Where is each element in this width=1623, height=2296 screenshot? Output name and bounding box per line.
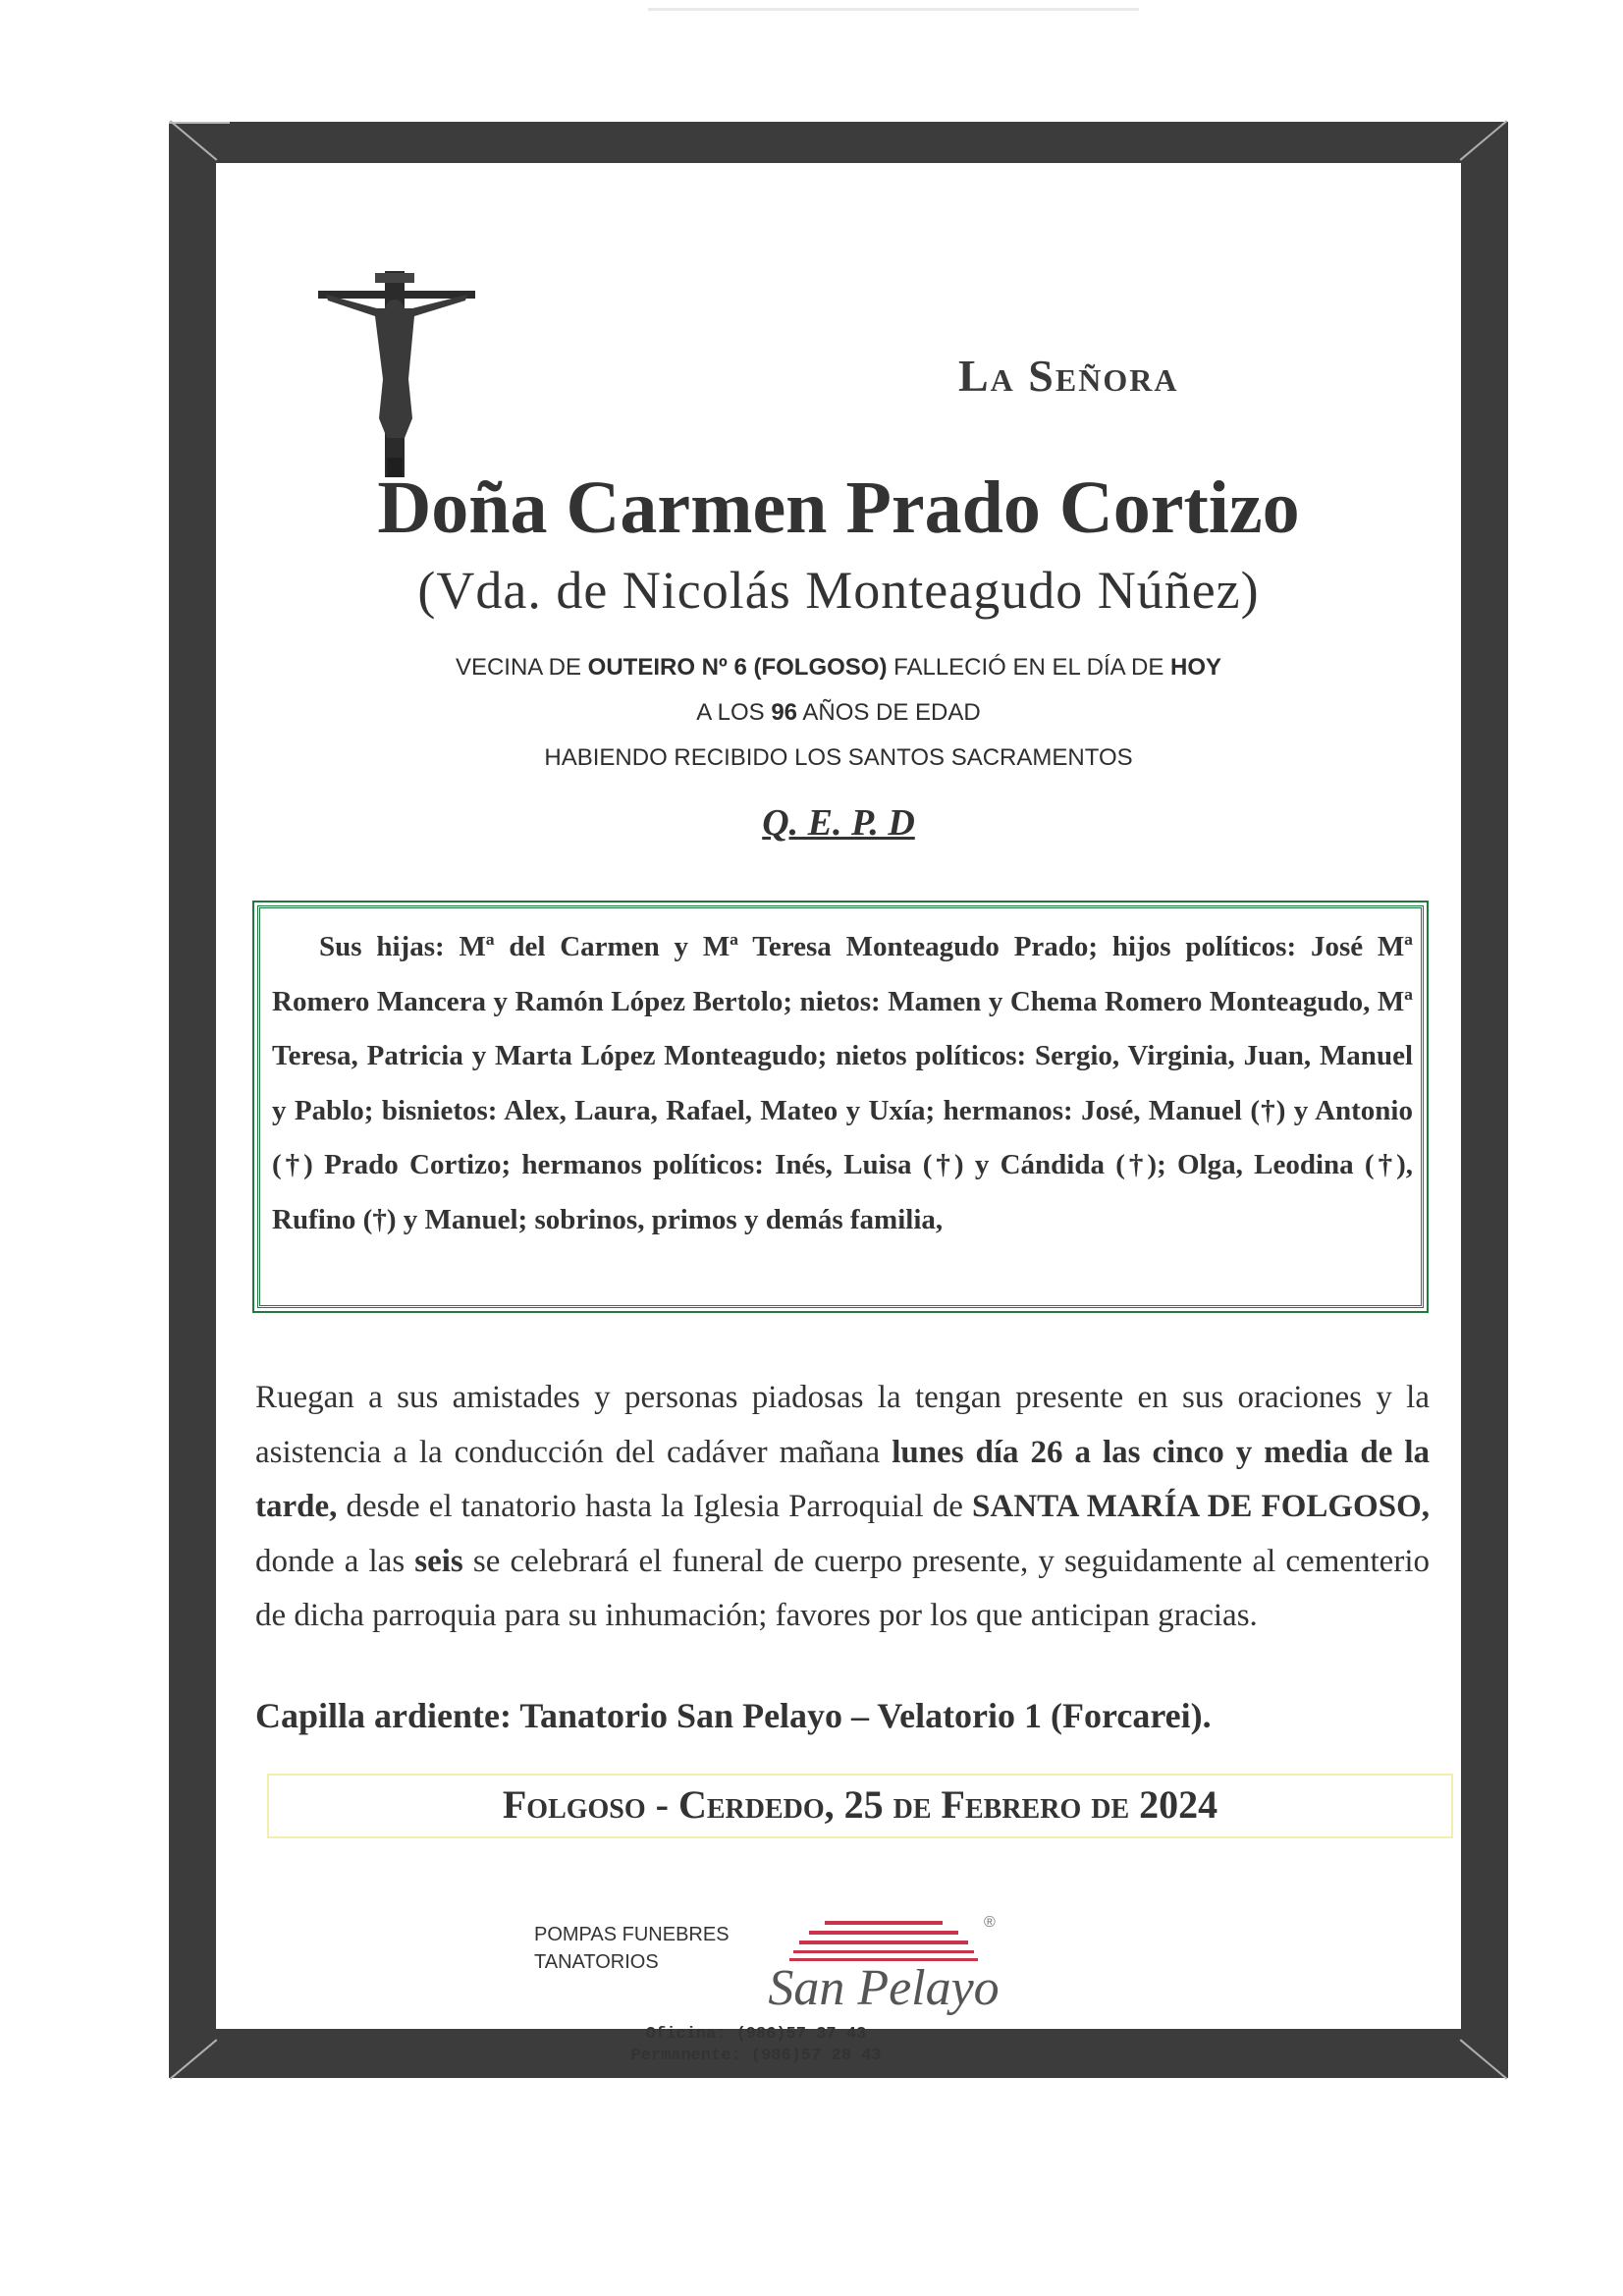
info-residence: VECINA DE OUTEIRO Nº 6 (FOLGOSO) FALLECIÓ EN EL DÍA DE HOY (455, 654, 1222, 681)
widow-of: (Vda. de Nicolás Monteagudo Núñez) (417, 561, 1260, 620)
funeral-services-label (534, 1921, 730, 1976)
san-pelayo-logo (766, 1901, 1001, 2029)
permanent-phone: Permanente: (986)57 28 43 (630, 2047, 882, 2065)
crucifix-icon (318, 271, 475, 477)
tanatorios-line: TANATORIOS (534, 1951, 659, 1973)
notice-panel (216, 163, 1461, 2065)
registered-mark: ® (984, 1914, 996, 1931)
family-box (257, 905, 1424, 1308)
contact-phones (216, 2024, 1296, 2067)
deceased-name: Doña Carmen Prado Cortizo (377, 466, 1300, 549)
service-paragraph: Ruegan a sus amistades y personas piadosas la tengan presente en sus oraciones y la asistencia a la conducción del cadáver mañana lunes día 26 a las cinco y media de la tarde, desde el tanatorio hasta la Iglesia Parroquial de SANTA MARÍA DE FOLGOSO, donde a las seis se celebrará el funeral de cuerpo presente, y seguidamente al cementerio de dicha parroquia para su inhumación; favores por los que anticipan gracias. (255, 1380, 1430, 1633)
info-sacraments: HABIENDO RECIBIDO LOS SANTOS SACRAMENTOS (544, 744, 1133, 771)
office-phone: Oficina: (986)57 37 43 (645, 2025, 867, 2044)
logo-text: San Pelayo (768, 1960, 1000, 2016)
frame-corner (170, 120, 218, 160)
scan-artifact-line (648, 8, 1139, 11)
mourning-frame (169, 122, 1508, 2078)
capilla-ardiente: Capilla ardiente: Tanatorio San Pelayo – Velatorio 1 (Forcarei). (255, 1696, 1212, 1735)
date-place: Folgoso - Cerdedo, 25 de Febrero de 2024 (267, 1774, 1453, 1838)
family-list: Sus hijas: Mª del Carmen y Mª Teresa Monteagudo Prado; hijos políticos: José Mª Romero Mancera y Ramón López Bertolo; nietos: Mamen y Chema Romero Monteagudo, Mª Teresa, Patricia y Marta López Monteagudo; nietos políticos: Sergio, Virginia, Juan, Manuel y Pablo; bisnietos: Alex, Laura, Rafael, Mateo y Uxía; hermanos: José, Manuel (†) y Antonio (†) Prado Cortizo; hermanos políticos: Inés, Luisa (†) y Cándida (†); Olga, Leodina (†), Rufino (†) y Manuel; sobrinos, primos y demás familia, (272, 931, 1413, 1235)
qepd: Q. E. P. D (762, 802, 915, 844)
pompas-line: POMPAS FUNEBRES (534, 1924, 730, 1945)
frame-corner (1460, 2039, 1508, 2079)
info-age: A LOS 96 AÑOS DE EDAD (696, 699, 981, 726)
frame-corner (1460, 120, 1508, 160)
title-la-senora: La Señora (958, 351, 1179, 401)
frame-corner (170, 2039, 218, 2079)
